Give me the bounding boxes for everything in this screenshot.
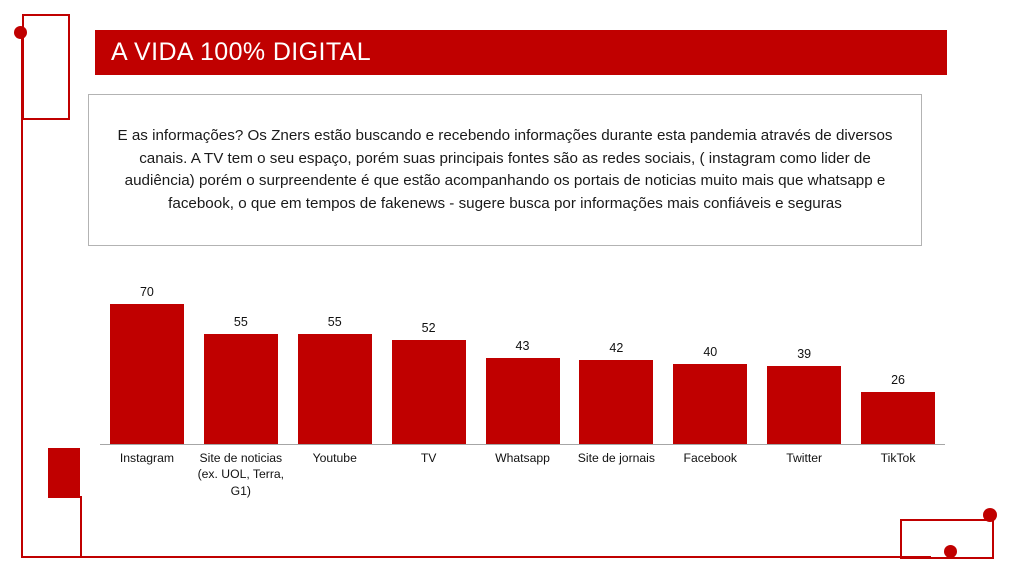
- decorative-dot-top-left: [14, 26, 27, 39]
- category-label: Facebook: [683, 451, 738, 465]
- category-label: Instagram: [119, 451, 175, 465]
- bar: [110, 304, 184, 444]
- bar-column: [110, 282, 184, 444]
- bar: [392, 340, 466, 444]
- bar: [861, 392, 935, 444]
- bar-column: [673, 282, 747, 444]
- chart-plot-area: [100, 282, 945, 444]
- bar-value-label: 55: [327, 315, 342, 329]
- bar-column: [298, 282, 372, 444]
- body-text-box: [88, 94, 922, 246]
- category-label: Twitter: [786, 451, 823, 465]
- slide-title-bar: [88, 30, 947, 75]
- bar: [204, 334, 278, 444]
- bar-value-label: 40: [703, 345, 718, 359]
- bar-column: [486, 282, 560, 444]
- page-title: A VIDA 100% DIGITAL: [111, 38, 372, 66]
- bar: [673, 364, 747, 444]
- category-label: Youtube: [312, 451, 357, 465]
- category-label: TikTok: [880, 451, 916, 465]
- decorative-dot-bottom: [944, 545, 957, 558]
- bar-column: [579, 282, 653, 444]
- bar: [486, 358, 560, 444]
- title-accent-stripe: [88, 30, 95, 75]
- bar-value-label: 26: [891, 373, 905, 387]
- bar-column: [767, 282, 841, 444]
- body-paragraph: E as informações? Os Zners estão buscando e recebendo informações durante esta pandemia através de diversos canais. A TV tem o seu espaço, porém suas principais fontes são as redes sociais, ( instagram como lider de audiência) porém o surpreendente é que estão acompanhando os portais de noticias muito mais que whatsapp e facebook, o que em tempos de fakenews - sugere busca por informações mais confiáveis e seguras: [117, 127, 893, 212]
- bar: [298, 334, 372, 444]
- category-label: TV: [420, 451, 437, 465]
- category-label: Whatsapp: [495, 451, 550, 465]
- bar-value-label: 42: [609, 341, 624, 355]
- decorative-left-solid-block: [48, 448, 80, 498]
- bar-chart: [100, 282, 945, 502]
- bar: [767, 366, 841, 444]
- bar-column: [861, 282, 935, 444]
- bar: [579, 360, 653, 444]
- chart-x-axis: [100, 444, 945, 445]
- bar-value-label: 52: [421, 321, 436, 335]
- bar-value-label: 55: [233, 315, 248, 329]
- category-label: Site de jornais: [577, 451, 655, 465]
- bar-value-label: 39: [797, 347, 812, 361]
- decorative-bottom-horizontal-line: [21, 556, 931, 558]
- bar-column: [392, 282, 466, 444]
- decorative-left-stub-line: [80, 496, 82, 556]
- decorative-dot-right: [983, 508, 997, 522]
- bar-value-label: 70: [139, 285, 154, 299]
- bar-value-label: 43: [515, 339, 530, 353]
- category-label: Site de noticias (ex. UOL, Terra, G1): [197, 451, 285, 498]
- decorative-left-rectangle: [22, 14, 70, 120]
- bar-column: [204, 282, 278, 444]
